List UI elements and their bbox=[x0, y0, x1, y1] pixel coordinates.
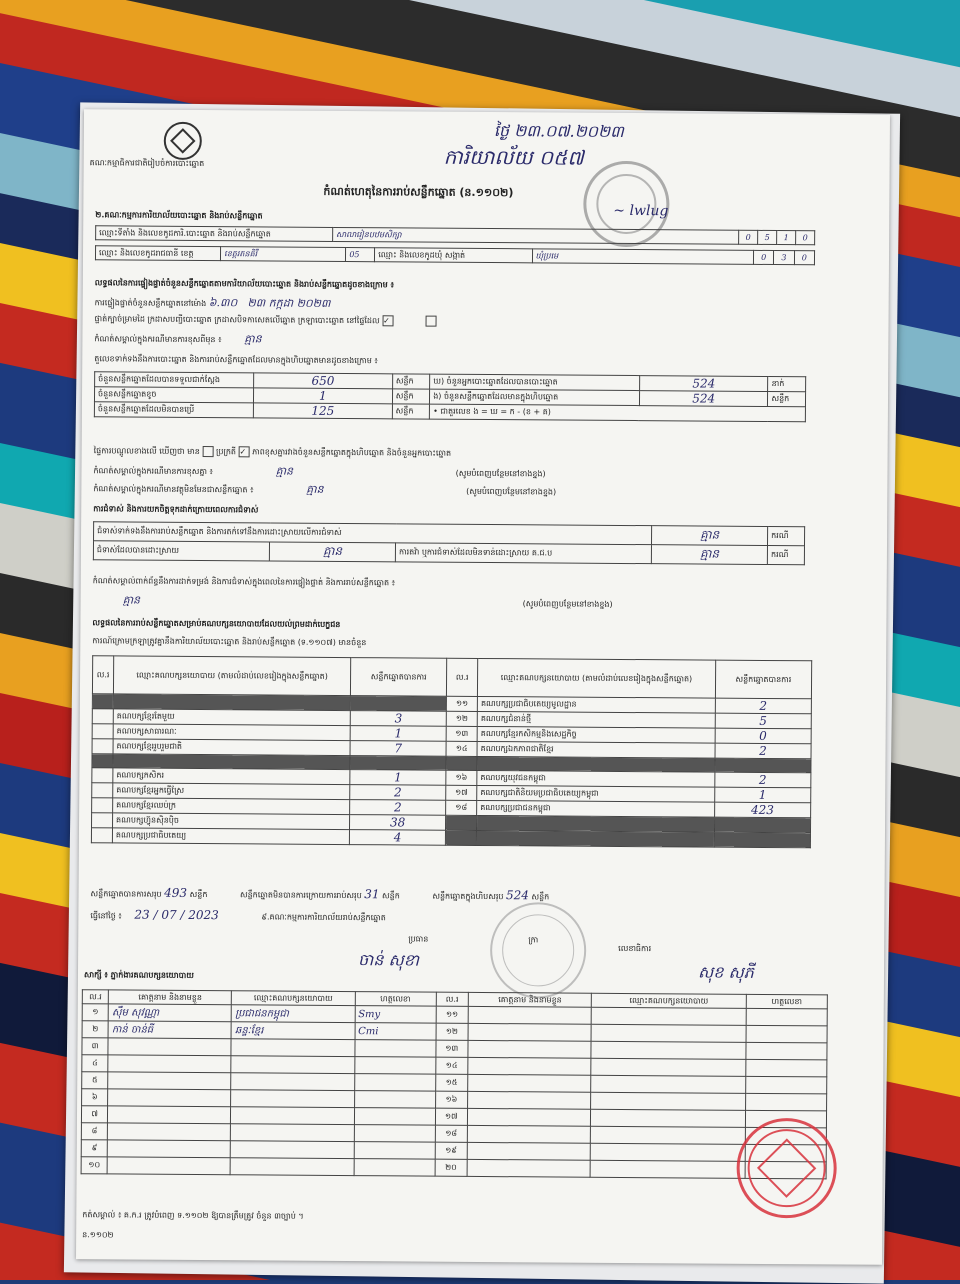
party-name: គណបក្សប្រជាធិបតេយ្យ bbox=[112, 828, 349, 845]
party-votes: 38 bbox=[350, 815, 446, 831]
witness-name: ស៊ឹម សុវណ្ណា bbox=[108, 1004, 231, 1022]
province-code: 05 bbox=[346, 248, 375, 262]
witness-name bbox=[468, 1057, 591, 1075]
witness-no: ៥ bbox=[82, 1072, 108, 1089]
party-no: ១៤ bbox=[446, 741, 477, 756]
witness-no: ១៦ bbox=[435, 1091, 468, 1108]
witness-signature: Cmi bbox=[355, 1023, 436, 1041]
commune-value: ឃុំប្រមេ bbox=[532, 249, 754, 265]
party-name: គណបក្សជំនាន់ថ្មី bbox=[477, 711, 715, 728]
footer-note: កត់សម្គាល់ ៖ គ.ក.រ ត្រូវបំពេញ ទ.១១០២ ឱ្យបានត្រឹមត្រូវ ចំនួន ៣ច្បាប់ ។ bbox=[82, 1210, 304, 1221]
witness-party bbox=[591, 1007, 746, 1025]
witness-name bbox=[467, 1142, 590, 1160]
party-no: ១២ bbox=[446, 711, 477, 726]
office-name-label: ឈ្មោះទីតាំង និងលេខកូដការិ.បោះឆ្នោត និងរាប់សន្លឹកឆ្នោត bbox=[96, 226, 333, 242]
witness-name bbox=[107, 1157, 230, 1175]
witness-party: ឆន្ទៈខ្មែរ bbox=[231, 1022, 354, 1040]
party-no bbox=[92, 724, 113, 739]
party-no bbox=[92, 783, 113, 798]
note-value: គ្មាន bbox=[244, 332, 262, 346]
witness-no: ៧ bbox=[81, 1106, 107, 1123]
code-digit: 0 bbox=[794, 251, 814, 265]
figures-intro: តួលេខទាក់ទងនឹងការបោះឆ្នោត និងការរាប់សន្លឹកឆ្នោតដែលមានក្នុងហិបឆ្នោតមានដូចខាងក្រោម ៖ bbox=[94, 354, 378, 366]
footer-code: ន.១១០២ bbox=[82, 1230, 114, 1240]
witness-name: កាន់ ចាន់ធី bbox=[108, 1021, 231, 1039]
code-digit: 5 bbox=[758, 230, 777, 244]
results-table bbox=[91, 655, 812, 848]
unused-value: 125 bbox=[253, 403, 392, 419]
witness-no: ១៤ bbox=[435, 1057, 468, 1074]
col-party: ឈ្មោះគណបក្សនយោបាយ bbox=[232, 991, 355, 1006]
complaints-summary: កំណត់សម្គាល់ពាក់ព័ន្ធនឹងការដាក់ទម្រង់ និងការជំទាស់ក្នុងពេលនៃការផ្ទៀងផ្ទាត់ និងការរាប់សន្លឹកឆ្នោត ៖ bbox=[92, 576, 396, 588]
party-votes: 2 bbox=[350, 800, 446, 816]
section-committee: ២.គណៈកម្មការការិយាល័យបោះឆ្នោត និងរាប់សន្លឹកឆ្នោត bbox=[95, 210, 263, 221]
witness-signature bbox=[354, 1040, 435, 1058]
unit: នាក់ bbox=[768, 376, 806, 391]
witness-party bbox=[231, 1090, 354, 1108]
commune-label: ឈ្មោះ និងលេខកូដឃុំ សង្កាត់ bbox=[375, 248, 532, 263]
witnesses-title: សាក្សី ៖ ភ្នាក់ងារគណបក្សនយោបាយ bbox=[83, 970, 194, 980]
witness-party bbox=[591, 1109, 746, 1127]
col-votes: សន្លឹកឆ្នោតបានការ bbox=[351, 658, 447, 697]
witness-no: ១១ bbox=[436, 1006, 469, 1023]
code-digit: 0 bbox=[796, 231, 815, 245]
witness-party bbox=[231, 1073, 354, 1091]
counting-table bbox=[94, 371, 806, 422]
handwritten-office: ការិយាល័យ ០៥៧ bbox=[443, 144, 584, 170]
unused-label: ចំនួនសន្លឹកឆ្នោតដែលមិនបានប្រើ bbox=[94, 402, 253, 418]
witness-party bbox=[230, 1158, 353, 1176]
party-votes: 0 bbox=[715, 728, 811, 744]
unit: សន្លឹក bbox=[392, 389, 430, 404]
complaints-table bbox=[93, 521, 805, 565]
witness-name bbox=[468, 1074, 591, 1092]
party-votes bbox=[350, 696, 446, 712]
party-votes: 1 bbox=[714, 787, 810, 803]
party-votes: 1 bbox=[350, 770, 446, 786]
party-votes bbox=[350, 756, 446, 771]
witness-party bbox=[591, 1058, 746, 1076]
party-votes: 7 bbox=[350, 741, 446, 757]
complaint-row-2b: ការតវ៉ា ឬការជំទាស់ដែលមិនទាន់ដោះស្រាយ គ.ជ.ប bbox=[395, 543, 651, 564]
witness-party bbox=[231, 1141, 354, 1159]
witness-name bbox=[108, 1089, 231, 1107]
total-invalid: 31 bbox=[364, 887, 380, 902]
note-line: កំណត់សម្គាល់ក្នុងករណីមានការខុសពីមុន ៖ គ្មាន bbox=[94, 332, 262, 346]
witness-signature bbox=[354, 1091, 435, 1109]
witness-no: ១៧ bbox=[435, 1108, 468, 1125]
received-label: ចំនួនសន្លឹកឆ្នោតដែលបានទទួលជាក់ស្តែង bbox=[95, 372, 254, 388]
col-no: ល.រ bbox=[447, 658, 478, 696]
red-seal-stamp bbox=[736, 1118, 837, 1219]
complaints-summary-value: គ្មាន bbox=[122, 593, 141, 607]
note-b-line: កំណត់សម្គាល់ក្នុងករណីមានវត្ថុមិនមែនជាសន្លឹកឆ្នោត ៖ គ្មាន (សូមបំពេញបន្ថែមនៅខាងខ្នង) bbox=[93, 482, 557, 497]
discrepancy-line: ផ្ទៃការបណ្ដូលខាងលើ ឃើញថា មាន ប្រក្រតី ✓ ភាពខុសគ្នារវាងចំនួនសន្លឹកឆ្នោតក្នុងហិបឆ្នោត និងចំនួនអ្នកបោះឆ្នោត bbox=[93, 446, 452, 458]
grey-office-stamp bbox=[490, 902, 587, 999]
party-no bbox=[92, 739, 113, 754]
witness-name bbox=[108, 1140, 231, 1158]
witness-no: ១ bbox=[82, 1004, 108, 1021]
seal-signature: ~ lwlug bbox=[613, 202, 669, 220]
witness-no: ១៨ bbox=[435, 1125, 468, 1142]
witness-signature bbox=[354, 1159, 435, 1177]
col-name: គោត្តនាម និងនាមខ្លួន bbox=[468, 992, 591, 1007]
party-votes: 4 bbox=[349, 830, 445, 846]
col-party: ឈ្មោះគណបក្សនយោបាយ (តាមលំដាប់លេខរៀងក្នុងសន្លឹកឆ្នោត) bbox=[478, 658, 716, 698]
witness-table bbox=[81, 989, 828, 1179]
party-votes: 5 bbox=[715, 713, 811, 729]
party-name: គណបក្សខ្មែរតែមួយ bbox=[113, 709, 350, 726]
date-line: ធ្វើនៅថ្ងៃ ៖ 23 / 07 / 2023 ៩.គណៈកម្មការការិយាល័យរាប់សន្លឹកឆ្នោត bbox=[90, 907, 386, 923]
province-value: ខេត្តរតនគិរី bbox=[221, 247, 346, 262]
party-no bbox=[92, 709, 113, 724]
party-no bbox=[446, 830, 477, 845]
party-no bbox=[92, 694, 113, 709]
province-table bbox=[95, 245, 815, 265]
witness-no: ១៥ bbox=[435, 1074, 468, 1091]
witness-no: ១៩ bbox=[435, 1142, 468, 1159]
witness-no: ១២ bbox=[436, 1023, 469, 1040]
voters-value: 524 bbox=[639, 376, 768, 392]
province-label: ឈ្មោះ និងលេខកូដរាជធានី ខេត្ត bbox=[95, 246, 220, 261]
witness-name bbox=[108, 1055, 231, 1073]
form-document bbox=[76, 109, 890, 1265]
witness-name bbox=[468, 1006, 591, 1024]
secretary-label: លេខាធិការ bbox=[618, 943, 652, 954]
witness-signature: Smy bbox=[355, 1006, 436, 1024]
party-votes: 2 bbox=[715, 743, 811, 759]
witness-party bbox=[231, 1056, 354, 1074]
party-votes: 3 bbox=[350, 711, 446, 727]
party-votes: 423 bbox=[714, 802, 810, 818]
spoiled-label: ចំនួនសន្លឹកឆ្នោតខូច bbox=[94, 387, 253, 403]
witness-signature bbox=[746, 1008, 827, 1026]
formula: • ជាតួរលេខ ង = ឃ = ក - (ខ + គ) bbox=[430, 404, 806, 422]
witness-party bbox=[590, 1160, 745, 1178]
party-name: គណបក្សប្រជាធិបតេយ្យមូលដ្ឋាន bbox=[477, 696, 715, 713]
party-votes bbox=[714, 832, 810, 848]
code-digit: 1 bbox=[777, 231, 796, 245]
office-table bbox=[95, 225, 815, 245]
party-name: គណបក្សខ្មែរអ្នកធ្វើស្រែ bbox=[113, 783, 350, 800]
party-name: គណបក្សយុវជនកម្ពុជា bbox=[477, 770, 715, 787]
witness-party bbox=[231, 1124, 354, 1142]
party-votes: 2 bbox=[715, 772, 811, 788]
col-party: ឈ្មោះគណបក្សនយោបាយ (តាមលំដាប់លេខរៀងក្នុងសន្លឹកឆ្នោត) bbox=[113, 656, 350, 696]
verification-time: ៦.៣០ bbox=[208, 296, 238, 310]
complaint-row-1: ជំទាស់ទាក់ទងនឹងការរាប់សន្លឹកឆ្នោត និងការតក់ទៅនឹងការដោះស្រាយលើការជំទាស់ bbox=[94, 522, 652, 545]
party-name: គណបក្សប្រជាជនកម្ពុជា bbox=[477, 800, 715, 817]
col-name: គោត្តនាម និងនាមខ្លួន bbox=[109, 990, 232, 1005]
col-no: ល.រ bbox=[92, 656, 113, 694]
party-votes: 2 bbox=[350, 785, 446, 801]
witness-no: ២០ bbox=[435, 1159, 468, 1176]
witness-name bbox=[108, 1072, 231, 1090]
witness-no: ៩ bbox=[81, 1140, 107, 1157]
witness-signature bbox=[745, 1093, 826, 1111]
witness-signature bbox=[354, 1142, 435, 1160]
col-sign: ហត្ថលេខា bbox=[355, 992, 436, 1007]
party-no bbox=[91, 828, 112, 843]
results-intro: ការណ៍ក្រោមក្រឡាត្រូវគ្នានឹងការិយាល័យបោះឆ្នោត និងរាប់សន្លឹកឆ្នោត (ទ.១១០៧) មានចំនួន bbox=[92, 636, 367, 648]
totals-line: សន្លឹកឆ្នោតបានការសរុប 493 សន្លឹក សន្លឹកឆ្នោតមិនបានការក្រោយការរាប់សរុប 31 សន្លឹក សន្លឹកឆ្នោតក្នុងហិបសរុប 524 សន្លឹក bbox=[90, 885, 550, 903]
unit: ករណី bbox=[767, 545, 804, 564]
witness-no: ៨ bbox=[81, 1123, 107, 1140]
witness-name bbox=[468, 1023, 591, 1041]
witness-party bbox=[591, 1126, 746, 1144]
party-name: គណបក្សខ្មែរកសិកម្មនិងសេដ្ឋកិច្ច bbox=[477, 726, 715, 743]
party-no bbox=[446, 756, 477, 770]
chair-label: ប្រធាន bbox=[408, 934, 429, 944]
col-party: ឈ្មោះគណបក្សនយោបាយ bbox=[592, 993, 747, 1008]
col-no: ល.រ bbox=[436, 992, 469, 1006]
witness-name bbox=[468, 1108, 591, 1126]
party-no bbox=[92, 754, 113, 768]
party-name: គណបក្សហ៊្វុនស៊ិនប៉ិច bbox=[112, 813, 349, 830]
party-votes: 1 bbox=[350, 726, 446, 742]
party-no: ១៣ bbox=[446, 726, 477, 741]
witness-signature bbox=[746, 1076, 827, 1094]
witness-name bbox=[108, 1123, 231, 1141]
secretary-signature: សុខ សុភី bbox=[697, 962, 754, 982]
party-no: ១៧ bbox=[446, 785, 477, 800]
in-box-label: ង) ចំនួនសន្លឹកឆ្នោតដែលមានក្នុងហិបឆ្នោត bbox=[430, 389, 640, 405]
party-no: ១៦ bbox=[446, 770, 477, 785]
witness-name bbox=[108, 1106, 231, 1124]
col-no: ល.រ bbox=[82, 990, 108, 1004]
witness-no: ៦ bbox=[82, 1089, 108, 1106]
seal-line: ផ្ទាត់ក្បាច់ម្រាមដៃ ក្រដាសបញ្ជីបោះឆ្នោត ក្រដាសបិទកាសេតលើឆ្នោត ក្រឡាបោះឆ្នោត នៅផ្ទៃដែល ✓ bbox=[95, 313, 437, 327]
witness-signature bbox=[354, 1108, 435, 1126]
in-box-value: 524 bbox=[639, 391, 768, 407]
witness-party bbox=[591, 1041, 746, 1059]
total-all: 524 bbox=[505, 888, 529, 903]
witness-party bbox=[591, 1092, 746, 1110]
witness-name bbox=[468, 1040, 591, 1058]
party-votes: 2 bbox=[715, 698, 811, 714]
party-name: គណបក្សខ្មែរឈប់ក្រ bbox=[113, 798, 350, 815]
spoiled-value: 1 bbox=[253, 388, 392, 404]
party-no: ១១ bbox=[447, 696, 478, 711]
unit: ករណី bbox=[768, 526, 805, 545]
witness-party bbox=[231, 1039, 354, 1057]
witness-name bbox=[467, 1159, 590, 1177]
total-valid: 493 bbox=[164, 885, 188, 900]
party-name: គណបក្សខ្មែររួបរួមជាតិ bbox=[113, 739, 350, 756]
complaint-row-1-value: គ្មាន bbox=[652, 526, 768, 546]
verification-time-line: ការផ្ទៀងផ្ទាត់ចំនួនសន្លឹកឆ្នោតនៅម៉ោង ៦.៣០ ២៣ កក្កដា ២០២៣ bbox=[94, 296, 331, 310]
witness-signature bbox=[354, 1057, 435, 1075]
witness-no: ៤ bbox=[82, 1055, 108, 1072]
code-digit: 0 bbox=[739, 230, 758, 244]
witness-party bbox=[591, 1075, 746, 1093]
code-digit: 3 bbox=[774, 251, 794, 265]
witness-name bbox=[467, 1125, 590, 1143]
witness-party bbox=[591, 1024, 746, 1042]
witness-name bbox=[108, 1038, 231, 1056]
committee-name: គណៈកម្មាធិការជាតិរៀបចំការបោះឆ្នោត bbox=[89, 158, 205, 169]
witness-no: ១០ bbox=[81, 1157, 107, 1174]
col-votes: សន្លឹកឆ្នោតបានការ bbox=[715, 660, 812, 699]
witness-signature bbox=[746, 1025, 827, 1043]
witness-party: ប្រជាជនកម្ពុជា bbox=[232, 1005, 355, 1023]
checkbox-empty bbox=[426, 316, 437, 327]
checkbox-checked: ✓ bbox=[382, 315, 393, 326]
witness-no: ៣ bbox=[82, 1038, 108, 1055]
note-a-line: កំណត់សម្គាល់ក្នុងករណីមានការខុសគ្នា ៖ គ្មាន (សូមបំពេញបន្ថែមនៅខាងខ្នង) bbox=[93, 464, 546, 479]
signing-date: 23 / 07 / 2023 bbox=[134, 907, 219, 923]
party-name bbox=[476, 830, 714, 847]
party-no bbox=[446, 815, 477, 830]
party-no bbox=[92, 813, 113, 828]
party-name bbox=[477, 815, 715, 832]
member-label: ក្រា bbox=[528, 935, 539, 945]
form-title: កំណត់ហេតុនៃការរាប់សន្លឹកឆ្នោត (ន.១១០២) bbox=[323, 184, 514, 200]
witness-no: ២ bbox=[82, 1021, 108, 1038]
party-votes bbox=[714, 817, 810, 833]
chair-signature: ចាន់ សុខា bbox=[358, 950, 420, 970]
party-no: ១៨ bbox=[446, 800, 477, 815]
party-no bbox=[92, 768, 113, 783]
witness-party bbox=[231, 1107, 354, 1125]
party-no bbox=[92, 798, 113, 813]
party-name: គណបក្សកសិករ bbox=[113, 768, 350, 785]
witness-signature bbox=[354, 1125, 435, 1143]
party-name: គណបក្សជាតិនិយមប្រជាធិបតេយ្យកម្ពុជា bbox=[477, 785, 715, 802]
party-votes bbox=[715, 758, 811, 773]
witness-signature bbox=[746, 1042, 827, 1060]
code-digit: 0 bbox=[753, 250, 773, 264]
unit: សន្លឹក bbox=[768, 391, 806, 406]
party-name: គណបក្សសាធារណៈ bbox=[113, 724, 350, 741]
office-name-value: សាលារៀនបឋមសិក្សា bbox=[332, 227, 738, 244]
unit: សន្លឹក bbox=[392, 404, 430, 419]
witness-party bbox=[590, 1143, 745, 1161]
verification-date: ២៣ កក្កដា ២០២៣ bbox=[247, 296, 331, 310]
complaint-row-2b-value: គ្មាន bbox=[651, 545, 767, 565]
results-title: លទ្ធផលនៃការរាប់សន្លឹកឆ្នោតសម្រាប់គណបក្សនយោបាយដែលយល់ព្រមដាក់បេក្ខជន bbox=[92, 618, 341, 630]
complaint-row-2-value: គ្មាន bbox=[269, 542, 395, 562]
complaint-row-2: ជំទាស់ដែលបានដោះស្រាយ bbox=[93, 541, 269, 561]
party-name: គណបក្សឯកភាពជាតិខ្មែរ bbox=[477, 741, 715, 758]
witness-no: ១៣ bbox=[435, 1040, 468, 1057]
party-name bbox=[113, 694, 350, 711]
voters-label: ឃ) ចំនួនអ្នកបោះឆ្នោតដែលបានបោះឆ្នោត bbox=[430, 374, 640, 390]
counting-intro: លទ្ធផលនៃការផ្ទៀងផ្ទាត់ចំនួនសន្លឹកឆ្នោតតាមការិយាល័យបោះឆ្នោត និងរាប់សន្លឹកឆ្នោតដូចខាងក្រោម ៖ bbox=[94, 278, 395, 290]
received-value: 650 bbox=[254, 373, 393, 389]
unit: សន្លឹក bbox=[392, 374, 430, 389]
witness-name bbox=[468, 1091, 591, 1109]
handwritten-date: ថ្ងៃ ២៣.០៧.២០២៣ bbox=[493, 121, 624, 141]
col-sign: ហត្ថលេខា bbox=[746, 994, 827, 1009]
witness-signature bbox=[354, 1074, 435, 1092]
complaints-summary-line: គ្មាន (សូមបំពេញបន្ថែមនៅខាងខ្នង) bbox=[122, 593, 613, 609]
nec-emblem-icon bbox=[164, 122, 202, 160]
witness-signature bbox=[746, 1059, 827, 1077]
complaints-title: ការជំទាស់ និងការយកចិត្តទុកដាក់ក្រោយពេលការជំទាស់ bbox=[93, 504, 259, 515]
